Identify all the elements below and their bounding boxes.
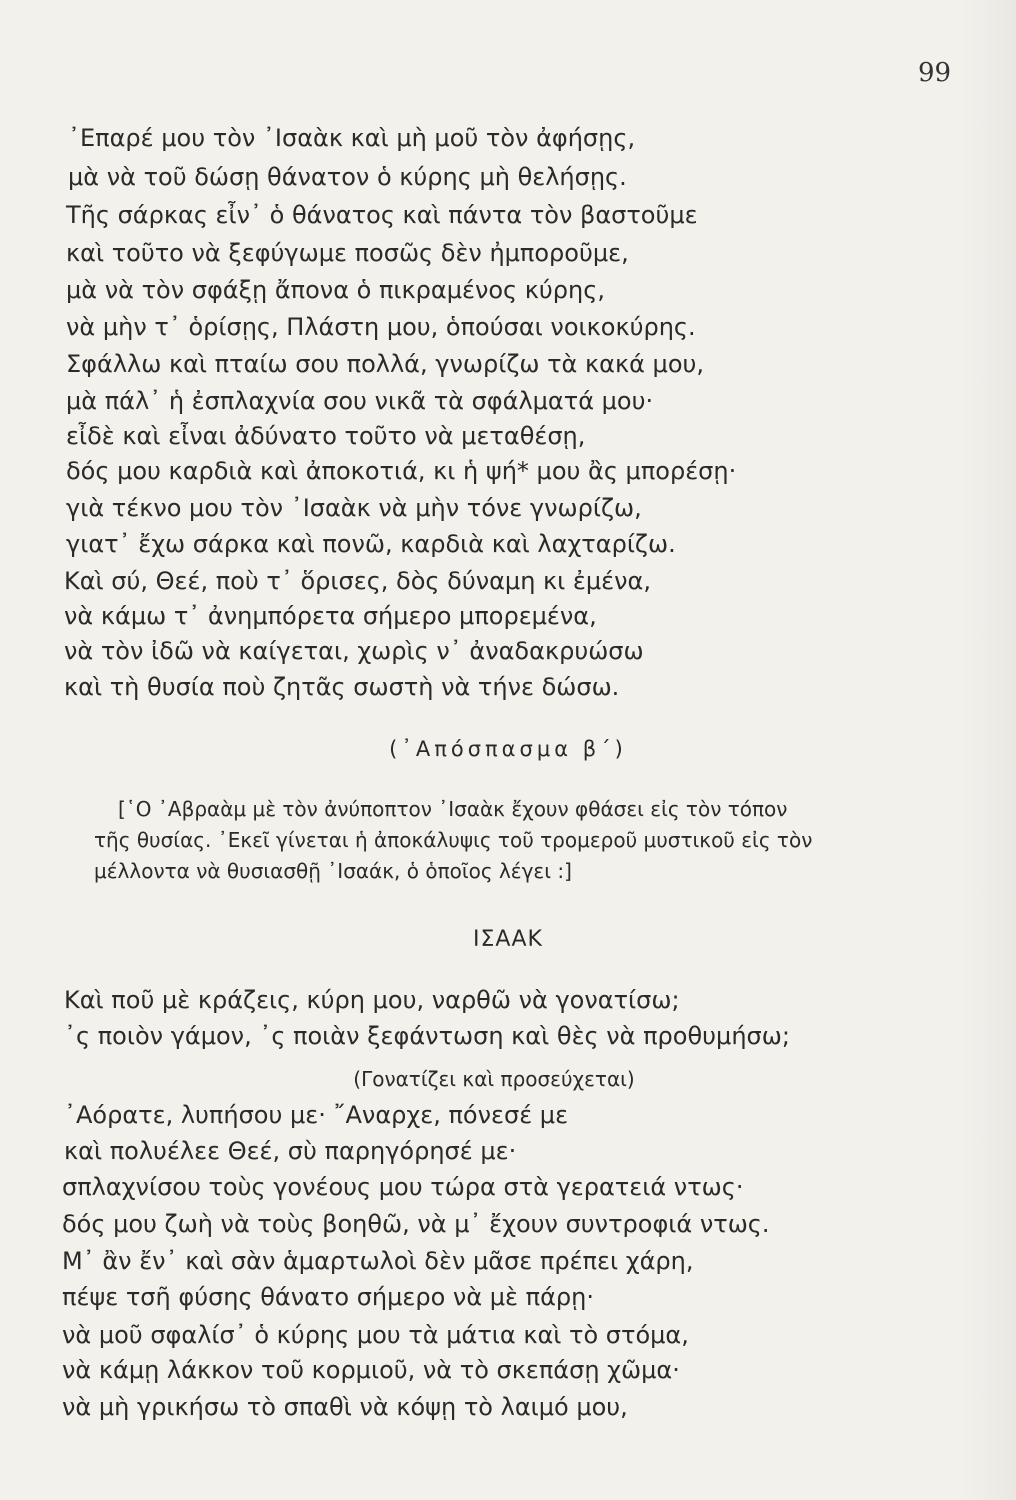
verse-line: μὰ νὰ τοῦ δώσῃ θάνατον ὁ κύρης μὴ θελήσῃς. (68, 163, 627, 191)
verse-line: ᾿Επαρέ μου τὸν ᾿Ισαὰκ καὶ μὴ μοῦ τὸν ἀφήσῃς, (68, 124, 636, 152)
note-line: μέλλοντα νὰ θυσιασθῇ ᾿Ισαάκ, ὁ ὁποῖος λέγει :] (94, 859, 572, 883)
verse-line: ᾿Αόρατε, λυπήσου με· ῎Αναρχε, πόνεσέ με (64, 1101, 569, 1129)
verse-line: Μ᾿ ἂν ἔν᾿ καὶ σὰν ἁμαρτωλοὶ δὲν μᾶσε πρέπει χάρη, (62, 1247, 694, 1275)
verse-line: δός μου καρδιὰ καὶ ἀποκοτιά, κι ἡ ψή* μου ἂς μπορέσῃ· (66, 457, 737, 485)
excerpt-heading: (᾿Απόσπασμα β΄) (389, 737, 627, 761)
verse-line: καὶ τοῦτο νὰ ξεφύγωμε ποσῶς δὲν ἠμποροῦμε, (66, 239, 629, 267)
verse-line: Καὶ ποῦ μὲ κράζεις, κύρη μου, ναρθῶ νὰ γονατίσω; (64, 986, 680, 1014)
verse-line: μὰ νὰ τὸν σφάξῃ ἄπονα ὁ πικραμένος κύρης, (66, 276, 605, 304)
note-line: τῆς θυσίας. ᾿Εκεῖ γίνεται ἡ ἀποκάλυψις τοῦ τρομεροῦ μυστικοῦ εἰς τὸν (94, 828, 813, 852)
verse-line: γιατ᾿ ἔχω σάρκα καὶ πονῶ, καρδιὰ καὶ λαχταρίζω. (66, 530, 676, 558)
verse-line: νὰ μὴ γρικήσω τὸ σπαθὶ νὰ κόψῃ τὸ λαιμό μου, (62, 1393, 628, 1421)
verse-line: Σφάλλω καὶ πταίω σου πολλά, γνωρίζω τὰ κακά μου, (66, 350, 705, 378)
verse-line: ᾿ς ποιὸν γάμον, ᾿ς ποιὰν ξεφάντωση καὶ θὲς νὰ προθυμήσω; (64, 1022, 790, 1050)
verse-line: νὰ κάμω τ᾿ ἀνημπόρετα σήμερο μπορεμένα, (64, 602, 597, 630)
verse-line: Καὶ σύ, Θεέ, ποὺ τ᾿ ὅρισες, δὸς δύναμη κι ἐμένα, (64, 567, 652, 595)
verse-line: δός μου ζωὴ νὰ τοὺς βοηθῶ, νὰ μ᾿ ἔχουν συντροφιά ντως. (62, 1210, 770, 1238)
verse-line: νὰ μοῦ σφαλίσ᾿ ὁ κύρης μου τὰ μάτια καὶ τὸ στόμα, (62, 1321, 689, 1349)
verse-line: καὶ πολυέλεε Θεέ, σὺ παρηγόρησέ με· (64, 1137, 517, 1165)
verse-line: νὰ κάμῃ λάκκον τοῦ κορμιοῦ, νὰ τὸ σκεπάσῃ χῶμα· (62, 1356, 680, 1384)
verse-line: πέψε τσῆ φύσης θάνατο σήμερο νὰ μὲ πάρῃ· (62, 1283, 594, 1311)
speaker-name: ΙΣΑΑΚ (473, 927, 543, 952)
verse-line: γιὰ τέκνο μου τὸν ᾿Ισαὰκ νὰ μὴν τόνε γνωρίζω, (66, 494, 642, 522)
verse-line: νὰ μὴν τ᾿ ὁρίσῃς, Πλάστη μου, ὁπούσαι νοικοκύρης. (66, 313, 696, 341)
verse-line: μὰ πάλ᾿ ἡ ἐσπλαχνία σου νικᾶ τὰ σφάλματά μου· (66, 387, 654, 415)
verse-line: νὰ τὸν ἰδῶ νὰ καίγεται, χωρὶς ν᾿ ἀναδακρυώσω (64, 637, 644, 665)
verse-line: εἶδὲ καὶ εἶναι ἀδύνατο τοῦτο νὰ μεταθέσῃ, (66, 422, 586, 450)
verse-line: σπλαχνίσου τοὺς γονέους μου τώρα στὰ γερατειά ντως· (62, 1173, 744, 1201)
stage-direction: (Γονατίζει καὶ προσεύχεται) (353, 1067, 635, 1091)
page-number: 99 (918, 58, 952, 88)
verse-line: καὶ τὴ θυσία ποὺ ζητᾶς σωστὴ νὰ τήνε δώσω. (64, 673, 620, 701)
verse-line: Τῆς σάρκας εἶν᾿ ὁ θάνατος καὶ πάντα τὸν βαστοῦμε (66, 201, 698, 229)
note-line: [῾Ο ᾿Αβραὰμ μὲ τὸν ἀνύποπτον ᾿Ισαὰκ ἔχουν φθάσει εἰς τὸν τόπον (118, 797, 788, 821)
